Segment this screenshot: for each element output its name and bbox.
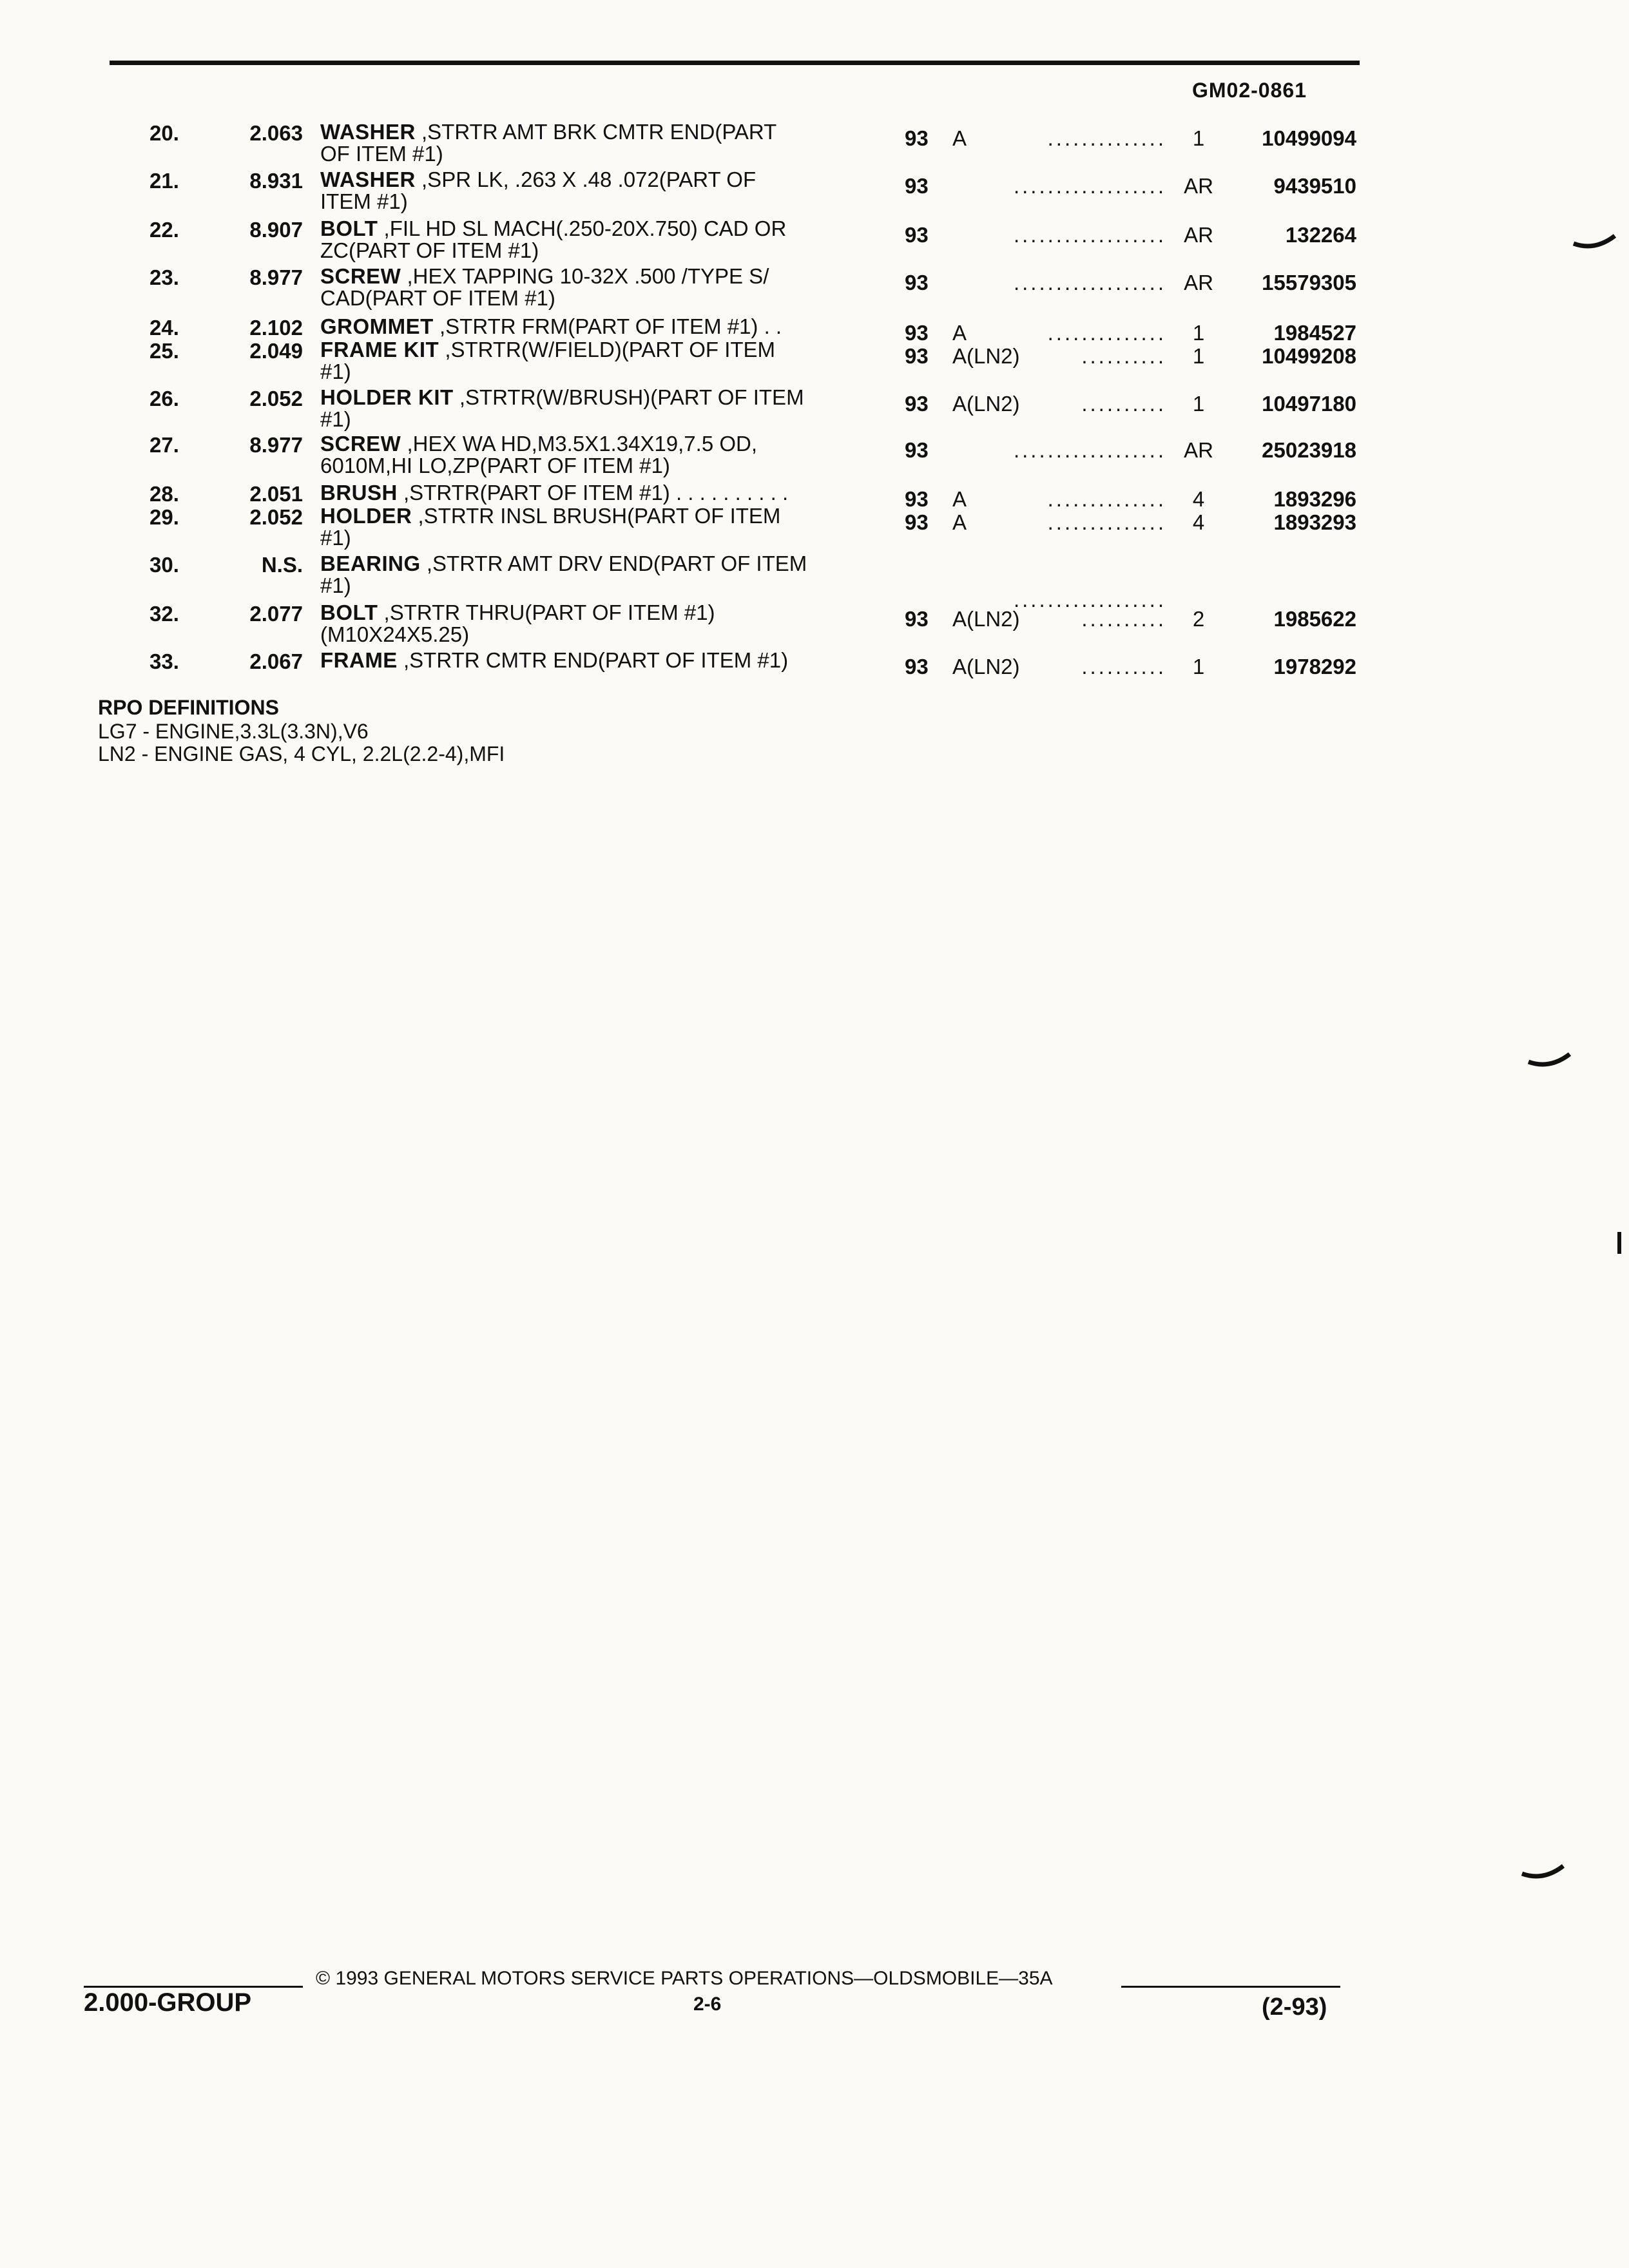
item-detail: ,SPR LK, .263 X .48 .072(PART OF (415, 168, 757, 191)
item-name: HOLDER KIT (320, 385, 454, 409)
binding-mark-icon (1616, 1231, 1624, 1256)
leader-dots: .......... (1081, 607, 1166, 631)
leader-dots: .................. (1013, 588, 1166, 611)
part-number: 1893296 (1273, 487, 1356, 511)
group-number: N.S. (261, 553, 303, 577)
group-number: 2.051 (249, 482, 303, 506)
quantity: 1 (1192, 321, 1205, 345)
item-detail-cont: 6010M,HI LO,ZP(PART OF ITEM #1) (320, 454, 670, 477)
leader-dots: .................. (1013, 271, 1166, 294)
model-year: 93 (905, 655, 929, 678)
group-number: 2.077 (249, 602, 303, 626)
item-detail: ,STRTR AMT BRK CMTR END(PART (415, 120, 777, 144)
item-number: 22. (149, 218, 179, 242)
item-detail-cont: #1) (320, 360, 351, 383)
leader-dots: .......... (1081, 655, 1166, 678)
item-detail: ,STRTR THRU(PART OF ITEM #1) (378, 601, 715, 624)
item-detail: ,STRTR FRM(PART OF ITEM #1) . . (433, 314, 782, 338)
item-number: 25. (149, 339, 179, 363)
item-number: 23. (149, 265, 179, 289)
item-number: 20. (149, 121, 179, 145)
model-year: 93 (905, 344, 929, 368)
top-rule (110, 61, 1360, 65)
footer-revision-date: (2-93) (1262, 1994, 1327, 2021)
item-name: BOLT (320, 216, 378, 240)
model-code: A(LN2) (952, 344, 1020, 368)
quantity: AR (1184, 438, 1213, 462)
part-number: 132264 (1285, 223, 1356, 247)
item-name: WASHER (320, 168, 416, 191)
item-number: 28. (149, 482, 179, 506)
part-number: 10499208 (1262, 344, 1356, 368)
parts-row (0, 433, 1629, 485)
rpo-definition-ln2: LN2 - ENGINE GAS, 4 CYL, 2.2L(2.2-4),MFI (98, 742, 505, 765)
model-code: A (952, 510, 967, 534)
item-name: WASHER (320, 120, 416, 144)
part-number: 1984527 (1273, 321, 1356, 345)
item-number: 29. (149, 505, 179, 529)
item-detail-cont: OF ITEM #1) (320, 142, 443, 166)
item-description (320, 602, 715, 646)
parts-row (0, 649, 1629, 701)
item-name: BEARING (320, 552, 421, 575)
model-year: 93 (905, 510, 929, 534)
item-detail-cont: #1) (320, 407, 351, 431)
item-number: 24. (149, 316, 179, 340)
leader-dots: .............. (1047, 510, 1166, 534)
item-detail-cont: ITEM #1) (320, 189, 408, 213)
model-code: A(LN2) (952, 607, 1020, 631)
model-year: 93 (905, 174, 929, 198)
part-number: 9439510 (1273, 174, 1356, 198)
item-name: GROMMET (320, 314, 434, 338)
leader-dots: .................. (1013, 223, 1166, 247)
group-number: 2.063 (249, 121, 303, 145)
model-year: 93 (905, 607, 929, 631)
parts-row (0, 265, 1629, 317)
item-description (320, 339, 775, 383)
document-code: GM02-0861 (1192, 79, 1307, 102)
model-year: 93 (905, 438, 929, 462)
item-number: 27. (149, 433, 179, 457)
item-detail: ,HEX TAPPING 10-32X .500 /TYPE S/ (401, 264, 769, 288)
parts-row (0, 121, 1629, 173)
quantity: 4 (1192, 487, 1205, 511)
item-description (320, 387, 804, 430)
parts-row (0, 387, 1629, 438)
model-year: 93 (905, 271, 929, 294)
item-number: 32. (149, 602, 179, 626)
parts-row (0, 505, 1629, 557)
binding-mark-icon (1572, 232, 1617, 258)
group-number: 2.102 (249, 316, 303, 340)
model-year: 93 (905, 126, 929, 150)
group-number: 8.977 (249, 433, 303, 457)
item-detail: ,FIL HD SL MACH(.250-20X.750) CAD OR (378, 216, 787, 240)
item-number: 21. (149, 169, 179, 193)
group-number: 8.931 (249, 169, 303, 193)
binding-mark-icon (1527, 1050, 1572, 1076)
part-number: 10499094 (1262, 126, 1356, 150)
model-code: A(LN2) (952, 655, 1020, 678)
group-number: 2.052 (249, 387, 303, 410)
part-number: 1985622 (1273, 607, 1356, 631)
item-description (320, 553, 807, 597)
footer-page-number: 2-6 (693, 1994, 722, 2015)
item-name: HOLDER (320, 504, 412, 528)
footer-copyright: © 1993 GENERAL MOTORS SERVICE PARTS OPERATIONS—OLDSMOBILE—35A (316, 1968, 1053, 1989)
quantity: 4 (1192, 510, 1205, 534)
item-name: SCREW (320, 264, 401, 288)
item-name: BRUSH (320, 481, 398, 505)
item-detail-cont: ZC(PART OF ITEM #1) (320, 238, 539, 262)
footer-rule-right (1121, 1986, 1340, 1988)
item-description (320, 433, 757, 477)
item-description (320, 218, 786, 262)
item-description (320, 121, 776, 165)
model-code: A (952, 487, 967, 511)
item-detail-cont: #1) (320, 573, 351, 597)
model-year: 93 (905, 223, 929, 247)
item-detail: ,STRTR(W/BRUSH)(PART OF ITEM (453, 385, 804, 409)
model-code: A (952, 126, 967, 150)
binding-mark-icon (1521, 1862, 1566, 1888)
item-name: FRAME KIT (320, 338, 439, 361)
model-code: A (952, 321, 967, 345)
parts-row (0, 602, 1629, 653)
model-year: 93 (905, 392, 929, 416)
item-name: BOLT (320, 601, 378, 624)
part-number: 15579305 (1262, 271, 1356, 294)
item-detail-cont: #1) (320, 526, 351, 550)
rpo-definition-lg7: LG7 - ENGINE,3.3L(3.3N),V6 (98, 720, 369, 743)
model-year: 93 (905, 487, 929, 511)
footer-group-label: 2.000-GROUP (84, 1988, 252, 2017)
group-number: 2.067 (249, 649, 303, 673)
parts-row (0, 339, 1629, 390)
item-number: 26. (149, 387, 179, 410)
group-number: 2.052 (249, 505, 303, 529)
rpo-definitions-title: RPO DEFINITIONS (98, 696, 279, 719)
quantity: 2 (1192, 607, 1205, 631)
group-number: 8.907 (249, 218, 303, 242)
quantity: 1 (1192, 344, 1205, 368)
quantity: AR (1184, 271, 1213, 294)
item-detail: ,STRTR(W/FIELD)(PART OF ITEM (439, 338, 776, 361)
item-detail: ,STRTR AMT DRV END(PART OF ITEM (420, 552, 807, 575)
quantity: 1 (1192, 392, 1205, 416)
item-description (320, 649, 788, 671)
part-number: 10497180 (1262, 392, 1356, 416)
parts-row (0, 169, 1629, 220)
item-description (320, 265, 769, 309)
model-code: A(LN2) (952, 392, 1020, 416)
model-year: 93 (905, 321, 929, 345)
item-detail: ,STRTR INSL BRUSH(PART OF ITEM (412, 504, 781, 528)
item-description (320, 316, 782, 338)
leader-dots: .............. (1047, 126, 1166, 150)
leader-dots: .................. (1013, 438, 1166, 462)
item-number: 33. (149, 649, 179, 673)
leader-dots: .............. (1047, 321, 1166, 345)
item-detail-cont: (M10X24X5.25) (320, 622, 470, 646)
item-name: SCREW (320, 432, 401, 456)
group-number: 8.977 (249, 265, 303, 289)
item-detail-cont: CAD(PART OF ITEM #1) (320, 286, 555, 310)
group-number: 2.049 (249, 339, 303, 363)
leader-dots: .............. (1047, 487, 1166, 511)
item-detail: ,HEX WA HD,M3.5X1.34X19,7.5 OD, (401, 432, 758, 456)
leader-dots: .......... (1081, 344, 1166, 368)
part-number: 1978292 (1273, 655, 1356, 678)
item-detail: ,STRTR CMTR END(PART OF ITEM #1) (397, 648, 789, 672)
quantity: AR (1184, 174, 1213, 198)
footer-rule-left (84, 1986, 303, 1988)
item-description (320, 505, 780, 549)
part-number: 1893293 (1273, 510, 1356, 534)
item-detail: ,STRTR(PART OF ITEM #1) . . . . . . . . . . (397, 481, 789, 505)
item-description (320, 482, 788, 504)
quantity: 1 (1192, 126, 1205, 150)
item-number: 30. (149, 553, 179, 577)
quantity: AR (1184, 223, 1213, 247)
item-name: FRAME (320, 648, 398, 672)
leader-dots: .................. (1013, 174, 1166, 198)
quantity: 1 (1192, 655, 1205, 678)
parts-row (0, 552, 1629, 611)
parts-row (0, 218, 1629, 269)
item-description (320, 169, 756, 213)
leader-dots: .......... (1081, 392, 1166, 416)
part-number: 25023918 (1262, 438, 1356, 462)
